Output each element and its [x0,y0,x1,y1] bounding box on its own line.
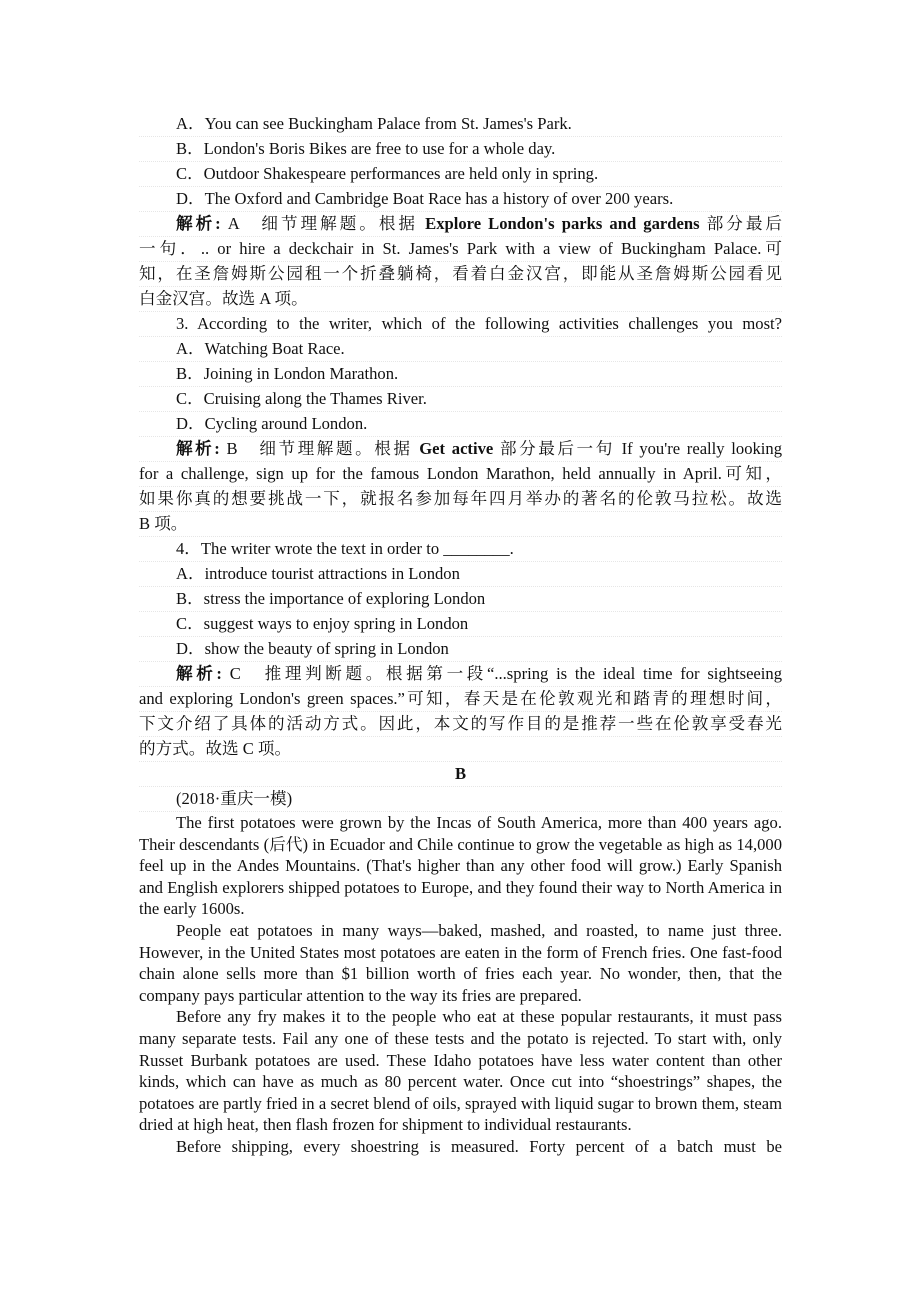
q3-analysis-line-4: B 项。 [139,512,782,537]
analysis-label: 解析: [176,664,222,683]
q2-option-a: A．You can see Buckingham Palace from St. James's Park. [139,112,782,137]
passage-paragraph: People eat potatoes in many ways—baked, mashed, and roasted, to name just three. However, in the United States most potatoes are eaten in the form of French fries. One fast-food chain alone sells more than $1 billion worth of fries each year. No wonder, then, that the company pays particular attention to the way its fries are prepared. [139,920,782,1005]
q3-analysis-line-2: for a challenge, sign up for the famous London Marathon, held annually in April.可知， [139,462,782,487]
section-heading: B [139,762,782,787]
passage-body [139,812,782,1158]
q2-option-b: B．London's Boris Bikes are free to use for a whole day. [139,137,782,162]
q2-analysis-line-3: 知，在圣詹姆斯公园租一个折叠躺椅，看着白金汉宫，即能从圣詹姆斯公园看见 [139,262,782,287]
q2-option-c: C．Outdoor Shakespeare performances are held only in spring. [139,162,782,187]
analysis-bold-heading: Get active [419,439,494,458]
analysis-answer: B 细节理解题。根据 [219,439,420,458]
q3-option-d: D．Cycling around London. [139,412,782,437]
passage-paragraph: Before any fry makes it to the people who eat at these popular restaurants, it must pass many separate tests. Fail any one of these tests and the potato is rejected. To start with, only Russet Burbank potatoes are used. These Idaho potatoes have less water content than other kinds, which can have as much as 80 percent water. Once cut into “shoestrings” shapes, the potatoes are partly fried in a secret blend of oils, sprayed with liquid sugar to brown them, steam dried at high heat, then flash frozen for shipment to individual restaurants. [139,1007,782,1135]
analysis-text: C 推理判断题。根据第一段“...spring is the ideal time for sightseeing [221,664,783,683]
q3-analysis-line-1 [139,437,782,462]
q3-analysis-line-3: 如果你真的想要挑战一下，就报名参加每年四月举办的著名的伦敦马拉松。故选 [139,487,782,512]
analysis-bold-heading: Explore London's parks and gardens [425,214,700,233]
q2-option-d: D．The Oxford and Cambridge Boat Race has a history of over 200 years. [139,187,782,212]
q3-option-c: C．Cruising along the Thames River. [139,387,782,412]
analysis-label: 解析: [176,214,221,233]
q4-option-c: C．suggest ways to enjoy spring in London [139,612,782,637]
q4-analysis-line-1 [139,662,782,687]
q3-option-b: B．Joining in London Marathon. [139,362,782,387]
q4-analysis-line-3: 下文介绍了具体的活动方式。因此，本文的写作目的是推荐一些在伦敦享受春光 [139,712,782,737]
analysis-text: 部分最后 [699,214,782,233]
q4-stem: 4．The writer wrote the text in order to ________. [139,537,782,562]
document-page [139,112,782,1158]
q3-stem: 3. According to the writer, which of the following activities challenges you most? [139,312,782,337]
q4-option-b: B．stress the importance of exploring London [139,587,782,612]
analysis-text: 部分最后一句 If you're really looking [493,439,782,458]
q2-analysis-line-4: 白金汉宫。故选 A 项。 [139,287,782,312]
passage-paragraph-partial: Before shipping, every shoestring is measured. Forty percent of a batch must be [176,1136,782,1156]
passage-paragraph: The first potatoes were grown by the Incas of South America, more than 400 years ago. Their descendants (后代) in Ecuador and Chile continue to grow the vegetable as high as 14,000 feel up in the Andes Mountains. (That's higher than any other food will grow.) Early Spanish and English explorers shipped potatoes to Europe, and they found their way to North America in the early 1600s. [139,813,782,919]
q3-option-a: A．Watching Boat Race. [139,337,782,362]
q4-analysis-line-2: and exploring London's green spaces.”可知，春天是在伦敦观光和踏青的理想时间， [139,687,782,712]
analysis-answer: A 细节理解题。根据 [220,214,426,233]
analysis-label: 解析: [176,439,220,458]
q4-option-d: D．show the beauty of spring in London [139,637,782,662]
q4-option-a: A．introduce tourist attractions in London [139,562,782,587]
q4-analysis-line-4: 的方式。故选 C 项。 [139,737,782,762]
q2-analysis-line-2: 一句．.. or hire a deckchair in St. James's Park with a view of Buckingham Palace.可 [139,237,782,262]
passage-source: (2018·重庆一模) [139,787,782,812]
q2-analysis-line-1 [139,212,782,237]
